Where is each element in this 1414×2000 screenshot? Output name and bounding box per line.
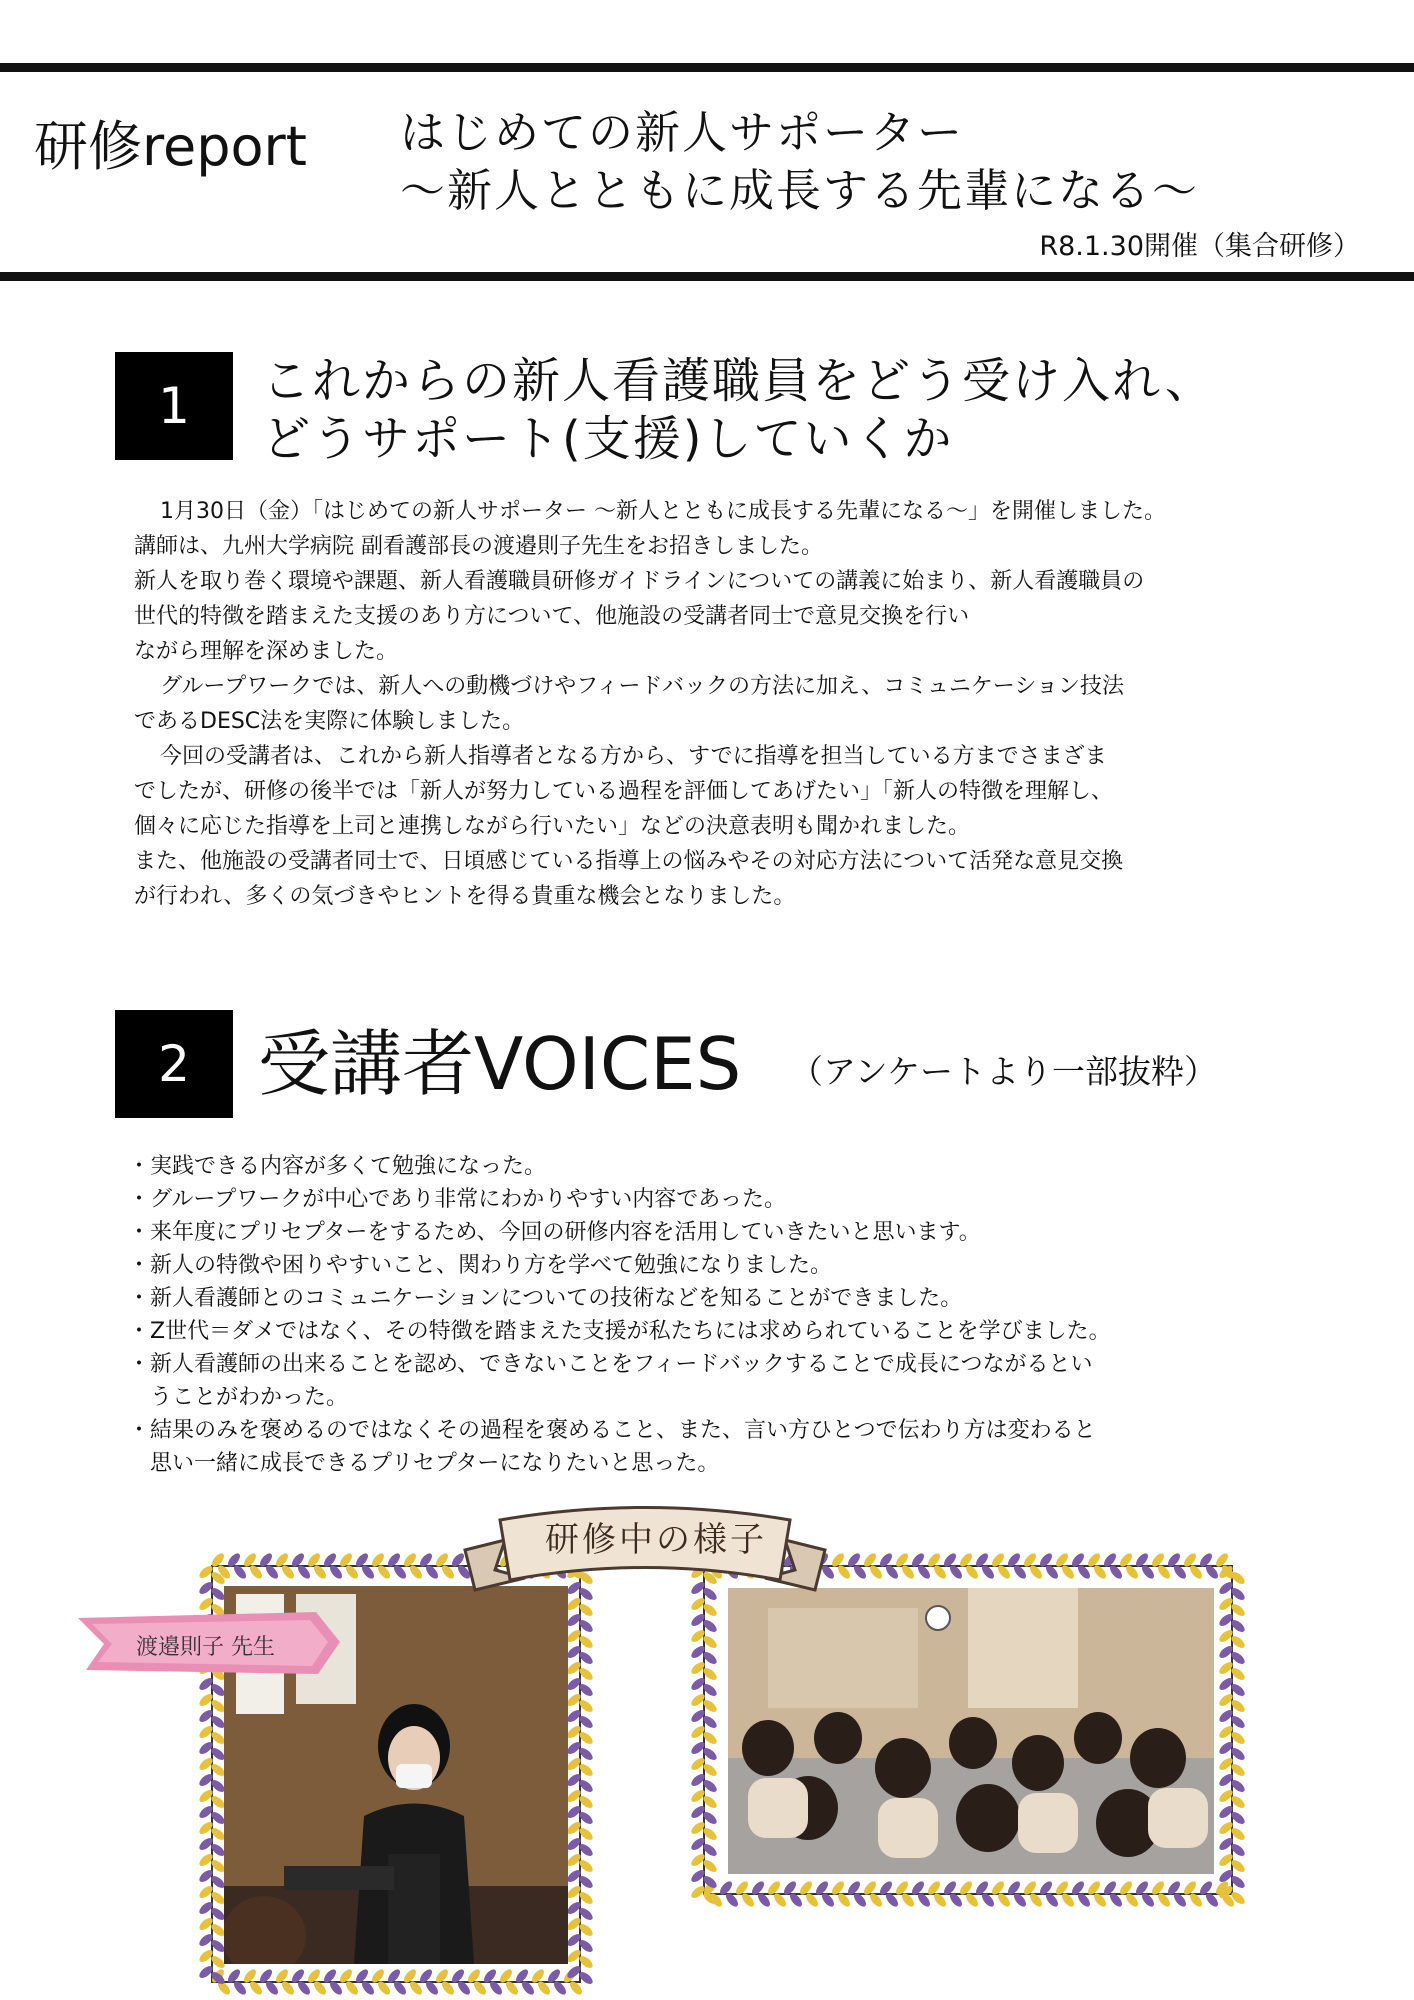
- body-line: 新人を取り巻く環境や課題、新人看護職員研修ガイドラインについての講義に始まり、新人看護職員の: [134, 569, 1145, 594]
- voice-item: [128, 1282, 1111, 1315]
- voice-item: [128, 1150, 1111, 1183]
- voice-item: [128, 1183, 1111, 1216]
- speaker-tag-text: 渡邉則子 先生: [136, 1635, 275, 1660]
- voice-text: ・来年度にプリセプターをするため、今回の研修内容を活用していきたいと思います。: [128, 1220, 981, 1245]
- title-line-1: はじめての新人サポーター: [400, 106, 965, 159]
- header-bottom-rule: [0, 272, 1414, 281]
- body-line: であるDESC法を実際に体験しました。: [134, 709, 525, 734]
- section-1-heading-line-1: これからの新人看護職員をどう受け入れ、: [262, 353, 1215, 409]
- section-1-heading: [262, 352, 1215, 468]
- section-1-number: 1: [115, 352, 233, 460]
- top-rule: [0, 63, 1414, 72]
- groupwork-illustration: [728, 1588, 1214, 1874]
- body-line: 1月30日（金）「はじめての新人サポーター 〜新人とともに成長する先輩になる〜」を開催しました。: [160, 499, 1166, 524]
- groupwork-photo: [728, 1588, 1214, 1874]
- body-line: 講師は、九州大学病院 副看護部長の渡邉則子先生をお招きしました。: [134, 534, 823, 559]
- body-line: でしたが、研修の後半では「新人が努力している過程を評価してあげたい」「新人の特徴を理解し、: [134, 779, 1114, 804]
- report-label: 研修report: [34, 115, 307, 178]
- section-1-heading-line-2: どうサポート(支援)していくか: [262, 411, 954, 467]
- section-2-heading-note: （アンケートより一部抜粋）: [790, 1052, 1218, 1091]
- voice-text: ・結果のみを褒めるのではなくその過程を褒めること、また、言い方ひとつで伝わり方は変わると: [128, 1418, 1096, 1443]
- photos-banner-text: 研修中の様子: [545, 1520, 767, 1560]
- event-date: R8.1.30開催（集合研修）: [1039, 231, 1360, 262]
- body-line: グループワークでは、新人への動機づけやフィードバックの方法に加え、コミュニケーション技法: [160, 674, 1125, 699]
- body-line: 個々に応じた指導を上司と連携しながら行いたい」などの決意表明も聞かれました。: [134, 814, 971, 839]
- voice-text-continued: 思い一緒に成長できるプリセプターになりたいと思った。: [150, 1451, 720, 1476]
- body-line: 今回の受講者は、これから新人指導者となる方から、すでに指導を担当している方までさまざま: [160, 744, 1107, 769]
- voices-list: [128, 1150, 1111, 1480]
- voice-item: [128, 1249, 1111, 1282]
- voice-text: ・新人看護師の出来ることを認め、できないことをフィードバックすることで成長につながるとい: [128, 1352, 1093, 1377]
- section-1-body: [134, 494, 1166, 914]
- body-line: ながら理解を深めました。: [134, 639, 399, 664]
- voice-text: ・グループワークが中心であり非常にわかりやすい内容であった。: [128, 1187, 787, 1212]
- body-line: 世代的特徴を踏まえた支援のあり方について、他施設の受講者同士で意見交換を行い: [134, 604, 970, 629]
- voice-text: ・新人の特徴や困りやすいこと、関わり方を学べて勉強になりました。: [128, 1253, 833, 1278]
- voice-text: ・新人看護師とのコミュニケーションについての技術などを知ることができました。: [128, 1286, 963, 1311]
- voice-text-continued: うことがわかった。: [150, 1385, 349, 1410]
- voice-text: ・Z世代＝ダメではなく、その特徴を踏まえた支援が私たちには求められていることを学びました。: [128, 1319, 1111, 1344]
- voice-text: ・実践できる内容が多くて勉強になった。: [128, 1154, 547, 1179]
- body-line: が行われ、多くの気づきやヒントを得る貴重な機会となりました。: [134, 884, 796, 909]
- section-2-heading: 受講者VOICES: [258, 1022, 742, 1106]
- voice-item: [128, 1414, 1111, 1480]
- report-title: [400, 104, 1199, 220]
- body-line: また、他施設の受講者同士で、日頃感じている指導上の悩みやその対応方法について活発な意見交換: [134, 849, 1124, 874]
- title-line-2: 〜新人とともに成長する先輩になる〜: [400, 164, 1200, 217]
- section-2-number: 2: [115, 1010, 233, 1118]
- voice-item: [128, 1216, 1111, 1249]
- voice-item: [128, 1348, 1111, 1414]
- voice-item: [128, 1315, 1111, 1348]
